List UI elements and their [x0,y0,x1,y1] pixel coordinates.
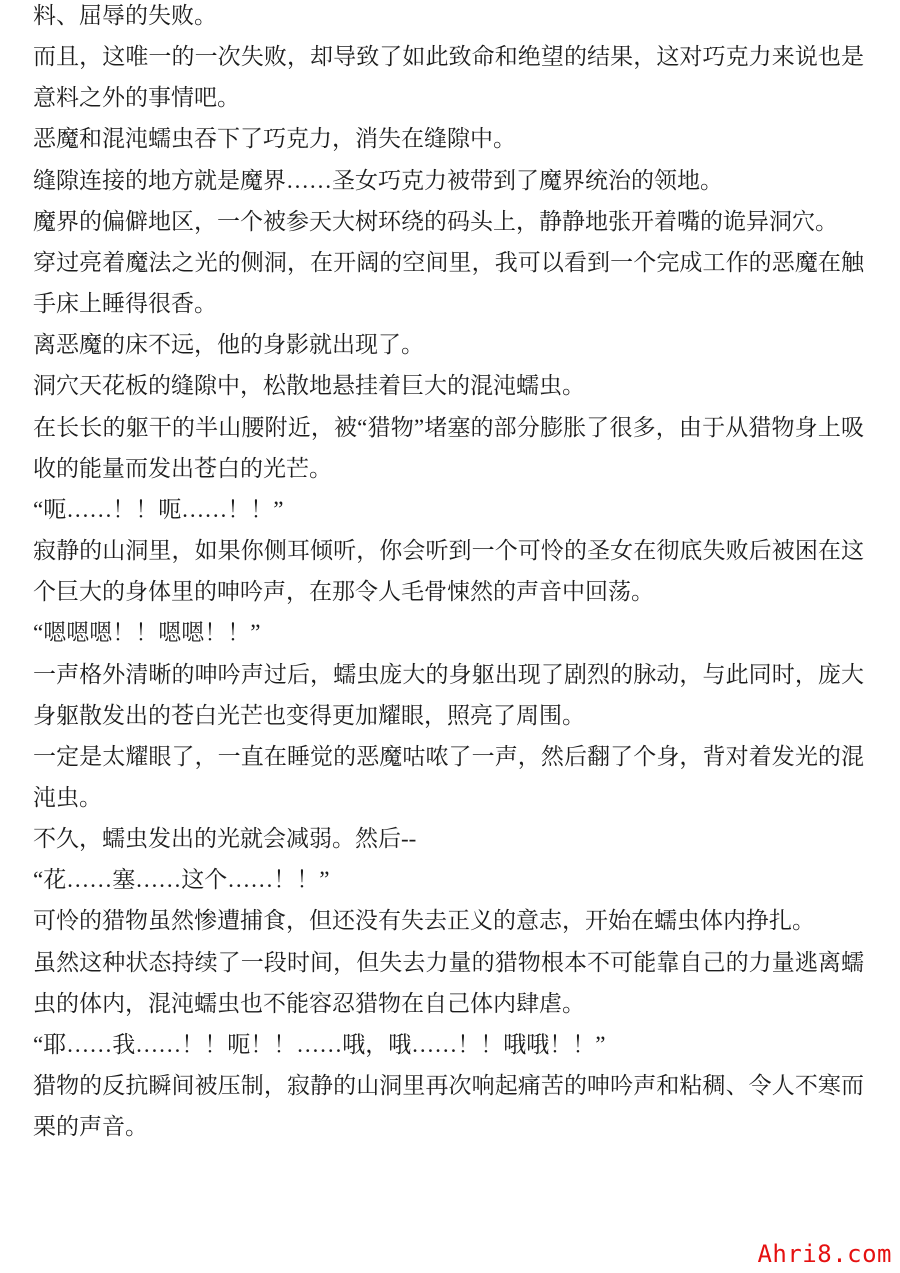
paragraph: 可怜的猎物虽然惨遭捕食，但还没有失去正义的意志，开始在蠕虫体内挣扎。 [33,908,815,934]
paragraph: 猎物的反抗瞬间被压制，寂静的山洞里再次响起痛苦的呻吟声和粘稠、令人不寒而栗的声音。 [33,1073,864,1140]
paragraph: 魔界的偏僻地区，一个被参天大树环绕的码头上，静静地张开着嘴的诡异洞穴。 [33,208,838,234]
paragraph: “呃……！！呃……！！” [33,496,284,522]
paragraph: 不久，蠕虫发出的光就会减弱。然后-- [33,826,417,852]
paragraph: 寂静的山洞里，如果你侧耳倾听，你会听到一个可怜的圣女在彻底失败后被困在这个巨大的身体里的呻吟声，在那令人毛骨悚然的声音中回荡。 [33,538,864,605]
paragraph: 料、屈辱的失败。 [33,3,217,28]
watermark-text: Ahri8.com [757,1240,892,1268]
paragraph: 恶魔和混沌蠕虫吞下了巧克力，消失在缝隙中。 [33,126,516,152]
paragraph: 穿过亮着魔法之光的侧洞，在开阔的空间里，我可以看到一个完成工作的恶魔在触手床上睡得很香。 [33,249,864,317]
paragraph: 离恶魔的床不远，他的身影就出现了。 [33,332,424,358]
paragraph: “耶……我……！！呃！！……哦，哦……！！哦哦！！” [33,1031,606,1057]
paragraph: 一声格外清晰的呻吟声过后，蠕虫庞大的身躯出现了剧烈的脉动，与此同时，庞大身躯散发出的苍白光芒也变得更加耀眼，照亮了周围。 [33,661,864,728]
paragraph: “花……塞……这个……！！” [33,867,330,893]
paragraph: 而且，这唯一的一次失败，却导致了如此致命和绝望的结果，这对巧克力来说也是意料之外的事情吧。 [33,44,864,111]
paragraph: 缝隙连接的地方就是魔界……圣女巧克力被带到了魔界统治的领地。 [33,167,723,193]
paragraph: “嗯嗯嗯！！嗯嗯！！” [33,620,261,646]
paragraph: 一定是太耀眼了，一直在睡觉的恶魔咕哝了一声，然后翻了个身，背对着发光的混沌虫。 [33,743,864,810]
paragraph: 虽然这种状态持续了一段时间，但失去力量的猎物根本不可能靠自己的力量逃离蠕虫的体内，混沌蠕虫也不能容忍猎物在自己体内肆虐。 [33,949,864,1016]
novel-text-block [33,0,864,1147]
paragraph: 洞穴天花板的缝隙中，松散地悬挂着巨大的混沌蠕虫。 [33,373,585,399]
paragraph: 在长长的躯干的半山腰附近，被“猎物”堵塞的部分膨胀了很多，由于从猎物身上吸收的能量而发出苍白的光芒。 [33,414,864,481]
